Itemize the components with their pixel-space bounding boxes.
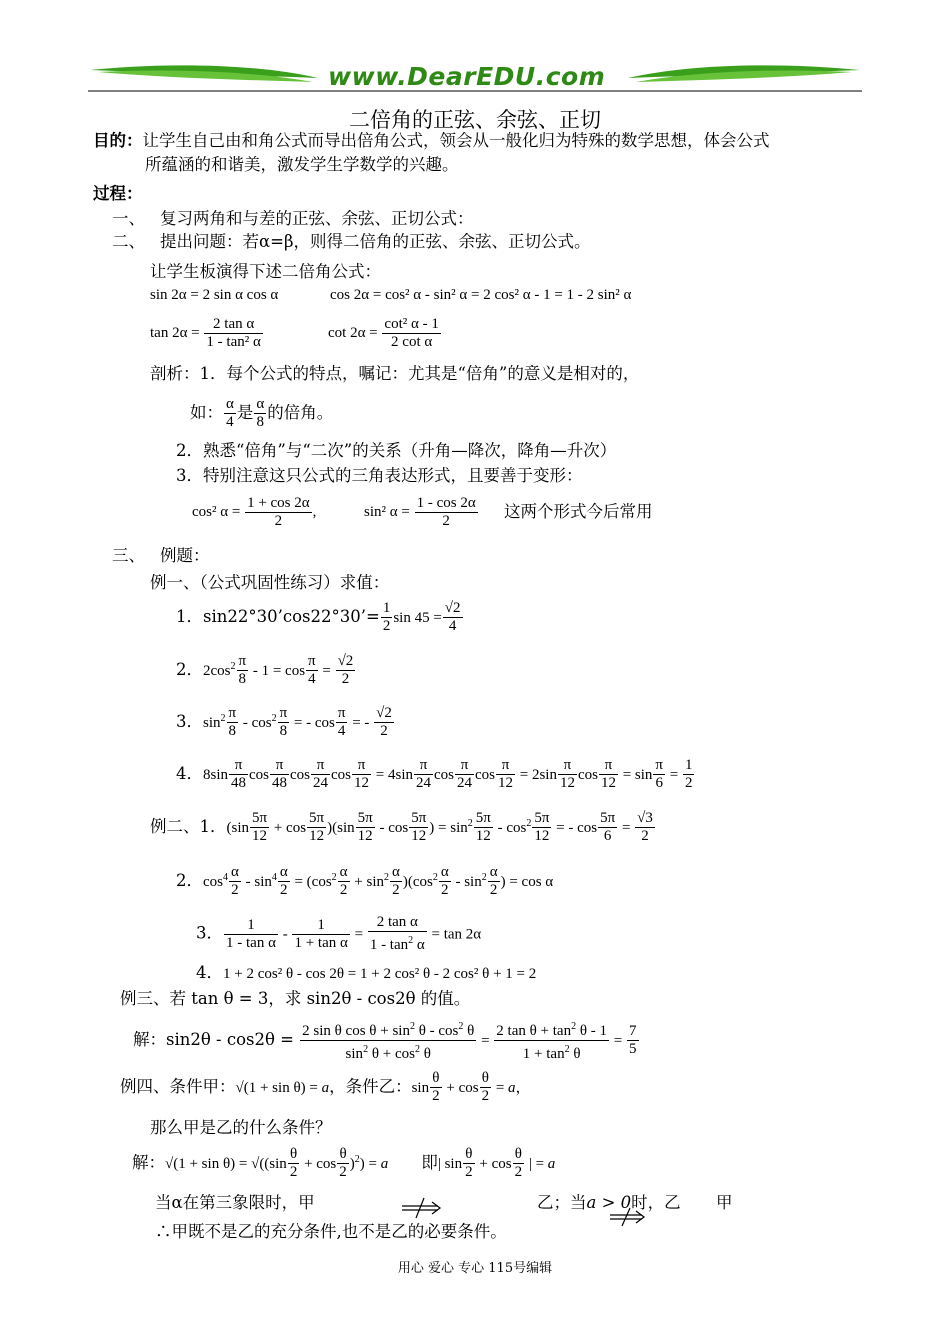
example-2-title: 例二、1． bbox=[150, 817, 227, 836]
header-banner bbox=[88, 58, 862, 94]
analysis-1-example-pre: 如： bbox=[190, 403, 223, 422]
analysis-1-example-mid: 是 bbox=[236, 403, 254, 422]
formula-cot2a-den: 2 cot α bbox=[391, 334, 433, 350]
example-1-item-1-rhs: sin 45 = bbox=[393, 610, 442, 626]
example-1-item-3-num: 3． bbox=[176, 712, 203, 731]
example-3-title: 例三、若 tan θ = 3，求 sin2θ - cos2θ 的值。 bbox=[120, 989, 471, 1008]
not-implies-arrow-icon bbox=[400, 1196, 444, 1222]
example-2-item-4 bbox=[196, 963, 536, 983]
example-4-title: 例四、条件甲：√(1 + sin θ) = a，条件乙：sin $\frac{\theta}{2}$ + cos $\frac{\theta}{2}$ = a， bbox=[120, 1070, 531, 1104]
example-2-item-4-num: 4． bbox=[196, 963, 223, 982]
example-1-item-3: 3．$\sin^2$ $\frac{\pi}{8}$ - $\cos^2$ $\frac{\pi}{8}$ = - cos $\frac{\pi}{4}$ = - $\frac{√2}{2}$ bbox=[176, 705, 392, 739]
example-2-item-1: 例二、1．(sin $\frac{5\pi}{12}$ + cos $\frac{5\pi}{12}$ )(sin $\frac{5\pi}{12}$ - cos $\frac{5\pi}{12}$ ) = $\sin^2$ $\frac{5\pi}{12}$ - $\cos^2$ $\frac{5\pi}{12}$ = - cos $\frac{5\pi}{6}$ = $\frac{√3}{2}$ bbox=[150, 810, 653, 844]
analysis-3-note: 这两个形式今后常用 bbox=[504, 502, 653, 521]
formula-tan2a bbox=[150, 316, 264, 351]
example-4-question: 那么甲是乙的什么条件？ bbox=[150, 1118, 332, 1137]
example-4-case-b-text: 乙；当 bbox=[537, 1193, 587, 1212]
formula-tan2a-num: 2 tan α bbox=[204, 316, 262, 334]
frac-alpha-4-num: α bbox=[226, 396, 234, 412]
analysis-2: 2．熟悉“倍角”与“二次”的关系（升角—降次，降角—升次） bbox=[176, 441, 617, 460]
example-2-item-2: 2．$\cos^4$ $\frac{\alpha}{2}$ - $\sin^4$ $\frac{\alpha}{2}$ = ($\cos^2$ $\frac{\alpha}{2}$ + $\sin^2$ $\frac{\alpha}{2}$ )($\cos^2$ $\frac{\alpha}{2}$ - $\sin^2$ $\frac{\alpha}{2}$ ) = cos α bbox=[176, 864, 554, 898]
example-1-title: 例一、（公式巩固性练习）求值： bbox=[150, 573, 390, 592]
purpose-text-2: 所蕴涵的和谐美，激发学生学数学的兴趣。 bbox=[145, 155, 459, 174]
formula-cos-squared-num: 1 + cos 2α bbox=[247, 495, 310, 511]
example-1-item-4: 4．8sin $\frac{\pi}{48}$ cos $\frac{\pi}{48}$ cos $\frac{\pi}{24}$ cos $\frac{\pi}{12}$ = 4sin $\frac{\pi}{24}$ cos $\frac{\pi}{24}$ cos $\frac{\pi}{12}$ = 2sin $\frac{\pi}{12}$ cos $\frac{\pi}{12}$ = sin $\frac{\pi}{6}$ = $\frac{1}{2}$ bbox=[176, 757, 693, 791]
formula-cos-squared-den: 2 bbox=[274, 513, 283, 529]
example-4-conclusion: ∴甲既不是乙的充分条件,也不是乙的必要条件。 bbox=[155, 1222, 507, 1241]
purpose-label: 目的： bbox=[93, 131, 143, 150]
section-3-number: 三、 bbox=[112, 546, 145, 565]
purpose-line-1 bbox=[93, 131, 770, 151]
example-4-case-e: 甲 bbox=[716, 1193, 733, 1212]
example-4-title-pre: 例四、条件甲： bbox=[120, 1077, 236, 1096]
example-2-item-2-num: 2． bbox=[176, 871, 203, 890]
purpose-text-1: 让学生自己由和角公式而导出倍角公式，领会从一般化归为特殊的数学思想，体会公式 bbox=[142, 131, 770, 150]
page-title: 二倍角的正弦、余弦、正切 bbox=[349, 108, 601, 132]
not-implies-arrow-icon-2 bbox=[608, 1206, 648, 1230]
formula-sin-squared-den: 2 bbox=[442, 513, 450, 529]
formula-tan2a-den: 1 - tan² α bbox=[206, 334, 261, 350]
example-1-item-1-lhs: 1．sin22°30’cos22°30’= bbox=[176, 607, 380, 626]
formula-cos-squared-lhs: cos² α = bbox=[192, 503, 241, 520]
example-2-item-3-num: 3． bbox=[196, 923, 223, 943]
formula-cot2a bbox=[328, 316, 442, 351]
example-1-item-4-num: 4． bbox=[176, 764, 203, 783]
example-1-item-2: 2．$2\cos^2$ $\frac{\pi}{8}$ - 1 = cos $\frac{\pi}{4}$ = $\frac{√2}{2}$ bbox=[176, 653, 354, 687]
formula-sin-squared bbox=[364, 495, 479, 530]
example-4-case-d-text: 时，乙 bbox=[631, 1193, 681, 1212]
section-2-subtext: 让学生板演得下述二倍角公式： bbox=[150, 262, 381, 281]
site-logo: www.DearEDU.com bbox=[328, 62, 606, 91]
formula-sin2a: sin 2α = 2 sin α cos α bbox=[150, 287, 279, 303]
section-1-text: 复习两角和与差的正弦、余弦、正切公式： bbox=[160, 209, 474, 228]
example-4-case-condition: a > 0 bbox=[586, 1193, 632, 1212]
frac-alpha-4-den: 4 bbox=[226, 414, 234, 430]
example-2-item-4-formula: 1 + 2 cos² θ - cos 2θ = 1 + 2 cos² θ - 2 cos² θ + 1 = 2 bbox=[223, 966, 537, 982]
analysis-1-example bbox=[190, 396, 333, 431]
frac-alpha-8-num: α bbox=[256, 396, 265, 412]
section-2-text: 提出问题：若α=β，则得二倍角的正弦、余弦、正切公式。 bbox=[160, 232, 591, 251]
formula-tan2a-lhs: tan 2α = bbox=[150, 324, 200, 341]
frac-alpha-8-den: 8 bbox=[256, 414, 265, 430]
example-4-solution: 解：√(1 + sin θ) = √((sin $\frac{\theta}{2}$ + cos $\frac{\theta}{2}$ )$^2$) = a 即| sin $\frac{\theta}{2}$ + cos $\frac{\theta}{2}$ | = a bbox=[132, 1146, 556, 1180]
process-label: 过程： bbox=[93, 184, 143, 203]
example-4-case-a: 当α在第三象限时，甲 bbox=[155, 1193, 315, 1212]
formula-cos-squared: cos² α = $\frac{1 + \cos 2\alpha}{2}$ , bbox=[192, 495, 317, 529]
section-2-number: 二、 bbox=[112, 232, 145, 251]
formula-sin-squared-num: 1 - cos 2α bbox=[416, 495, 476, 511]
formula-cot2a-num: cot² α - 1 bbox=[384, 316, 439, 332]
example-2-item-3: 3． $\frac{1}{\text{1 - tan α}}$ - $\frac{1}{\text{1 + tan α}}$ = $\frac{\text{2 tan α}}{1 - \tan^2 \alpha}$ = tan 2α bbox=[196, 914, 482, 953]
example-4-solution-mid: 即 bbox=[421, 1153, 438, 1172]
section-1-number: 一、 bbox=[112, 209, 145, 228]
example-3-solution: 解：sin2θ - cos2θ = $\frac{2 \sin \theta \cos \theta + \sin^2 \theta - \cos^2 \theta}{\sin^2 \theta + \cos^2 \theta}$ = $\frac{2 \tan \theta + \tan^2 \theta - 1}{1 + \tan^2 \theta}$ = $\frac{7}{5}$ bbox=[133, 1018, 640, 1063]
formula-cot2a-lhs: cot 2α = bbox=[328, 324, 378, 341]
formula-sin-squared-lhs: sin² α = bbox=[364, 503, 410, 520]
example-4-title-mid: ，条件乙： bbox=[329, 1077, 412, 1096]
formula-cos2a: cos 2α = cos² α - sin² α = 2 cos² α - 1 = 1 - 2 sin² α bbox=[330, 287, 632, 303]
analysis-3: 3．特别注意这只公式的三角表达形式，且要善于变形： bbox=[176, 466, 583, 485]
example-3-solution-label: 解：sin2θ - cos2θ = bbox=[133, 1030, 295, 1049]
example-4-solution-label: 解： bbox=[132, 1153, 165, 1172]
analysis-1: 剖析：1．每个公式的特点，嘱记：尤其是“倍角”的意义是相对的， bbox=[150, 364, 640, 383]
section-3-text: 例题： bbox=[160, 546, 210, 565]
example-1-item-1: 1．sin22°30’cos22°30’= $\frac{1}{2}$ sin 45 = $\frac{√2}{4}$ bbox=[176, 600, 461, 634]
page-footer: 用心 爱心 专心 115号编辑 bbox=[397, 1261, 553, 1276]
analysis-1-example-post: 的倍角。 bbox=[267, 403, 334, 422]
example-1-item-2-num: 2． bbox=[176, 660, 203, 679]
